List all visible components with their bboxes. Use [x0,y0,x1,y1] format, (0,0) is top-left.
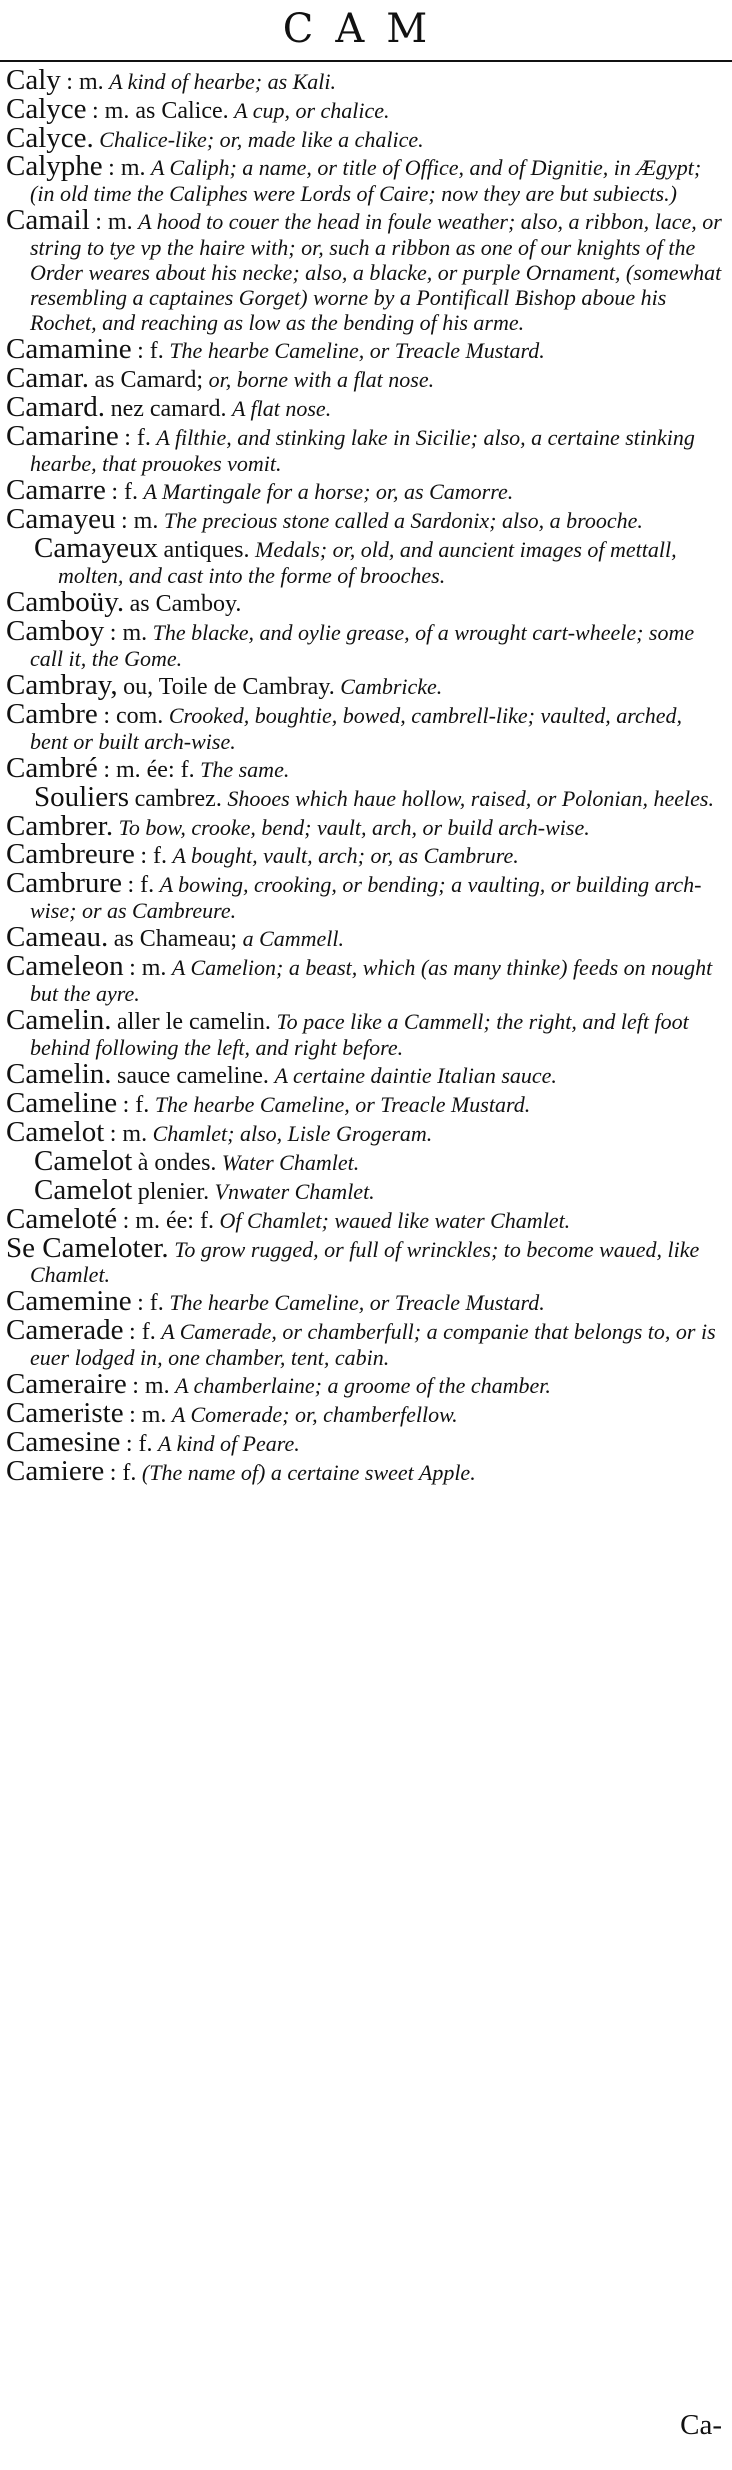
headword: Camarre [6,474,106,506]
definition: The hearbe Cameline, or Treacle Mustard. [154,1092,531,1117]
definition: A Comerade; or, chamberfellow. [171,1402,458,1427]
grammar-note: : com. [103,703,164,729]
definition: A Martingale for a horse; or, as Camorre. [143,479,514,504]
grammar-note: : m. [132,1373,170,1399]
headword: Camerade [6,1314,124,1346]
grammar-note: cambrez. [134,786,222,812]
headword: Camayeux [34,532,159,564]
dictionary-entry [6,122,722,154]
grammar-note: : m. as Calice. [92,98,229,124]
headword: Se Cameloter. [6,1232,169,1264]
dictionary-entry [6,810,722,842]
grammar-note: : m. [109,620,148,646]
grammar-note: : m. [109,1121,148,1147]
headword: Cameau. [6,921,109,953]
grammar-note: : f. [109,1460,137,1486]
definition: Chalice-like; or, made like a chalice. [99,127,424,152]
definition: To pace like a Cammell; the right, and left foot behind following the left, and right before. [30,1009,689,1060]
sub-entry [6,1174,722,1206]
grammar-note: sauce cameline. [117,1063,269,1089]
definition: Shooes which haue hollow, raised, or Polonian, heeles. [227,786,714,811]
grammar-note: as Camard; [94,367,204,393]
dictionary-entry [6,867,722,923]
definition: A kind of hearbe; as Kali. [109,69,337,94]
grammar-note: : f. [122,1092,150,1118]
grammar-note: : m. [66,69,104,95]
dictionary-entry [6,391,722,423]
headword: Cameraire [6,1368,127,1400]
headword: Calyphe [6,150,103,182]
dictionary-entry [6,921,722,953]
definition: The hearbe Cameline, or Treacle Mustard. [169,338,545,363]
dictionary-entry [6,503,722,535]
headword: Souliers [34,781,130,813]
definition: Crooked, boughtie, bowed, cambrell-like; vaulted, arched, bent or built arch-wise. [30,703,683,754]
grammar-note: : m. ée: f. [103,757,195,783]
definition: A hood to couer the head in foule weather; also, a ribbon, lace, or string to tye vp the haire with; or, such a ribbon as one of our knights of the Order weares about his necke; also, a blacke, or purple Ornament, (somewhat resembling a captaines Gorget) worne by a Pontificall Bishop aboue his Rochet, and reaching as low as the bending of his arme. [30,209,722,335]
grammar-note: : f. [111,479,139,505]
definition: A bowing, crooking, or bending; a vaulting, or building arch-wise; or as Cambreure. [30,872,702,923]
headword: Cambray, [6,669,118,701]
dictionary-entry [6,420,722,476]
headword: Camail [6,204,90,236]
sub-entry [6,532,722,588]
definition: The hearbe Cameline, or Treacle Mustard. [169,1290,545,1315]
definition: The blacke, and oylie grease, of a wrought cart-wheele; some call it, the Gome. [30,620,695,671]
running-head: CAM [282,6,450,52]
headword: Camelot [34,1174,133,1206]
headword: Camelot [6,1116,105,1148]
dictionary-entry [6,1004,722,1060]
definition: A cup, or chalice. [234,98,390,123]
dictionary-entry [6,1116,722,1148]
entries-list [6,64,722,1488]
grammar-note: : f. [129,1319,156,1345]
definition: or, borne with a flat nose. [208,367,435,392]
dictionary-entry [6,1368,722,1400]
grammar-note: : m. [129,1402,167,1428]
definition: (The name of) a certaine sweet Apple. [141,1460,476,1485]
dictionary-entry [6,333,722,365]
dictionary-entry [6,1426,722,1458]
definition: A kind of Peare. [158,1431,300,1456]
headword: Cameriste [6,1397,124,1429]
dictionary-entry [6,1314,722,1370]
dictionary-entry [6,752,722,784]
header-rule [0,60,732,62]
definition: Chamlet; also, Lisle Grogeram. [152,1121,433,1146]
dictionary-entry [6,362,722,394]
dictionary-entry [6,93,722,125]
headword: Cambré [6,752,98,784]
dictionary-entry [6,669,722,701]
dictionary-entry [6,150,722,206]
dictionary-entry [6,838,722,870]
headword: Cambre [6,698,98,730]
headword: Cameleon [6,950,124,982]
headword: Camboy [6,615,105,647]
headword: Camayeu [6,503,116,535]
grammar-note: nez camard. [110,396,227,422]
definition: A certaine daintie Italian sauce. [274,1063,557,1088]
grammar-note: : f. [125,1431,153,1457]
definition: Of Chamlet; waued like water Chamlet. [219,1208,571,1233]
dictionary-entry [6,615,722,671]
headword: Camelin. [6,1004,112,1036]
definition: A Camelion; a beast, which (as many thinke) feeds on nought but the ayre. [30,955,713,1006]
dictionary-entry [6,950,722,1006]
headword: Cameline [6,1087,118,1119]
headword: Camiere [6,1455,105,1487]
headword: Camelin. [6,1058,112,1090]
definition: Vnwater Chamlet. [214,1179,375,1204]
headword: Camamine [6,333,132,365]
definition: A flat nose. [231,396,332,421]
headword: Cambrure [6,867,122,899]
definition: A Camerade, or chamberfull; a companie that belongs to, or is euer lodged in, one chamber, tent, cabin. [30,1319,716,1370]
definition: Medals; or, old, and auncient images of mettall, molten, and cast into the forme of brooches. [58,537,677,588]
definition: To grow rugged, or full of wrinckles; to become waued, like Chamlet. [30,1237,700,1287]
headword: Camard. [6,391,106,423]
grammar-note: : f. [127,872,155,898]
headword: Calyce [6,93,87,125]
grammar-note: : m. [121,508,159,534]
grammar-note: ou, Toile de Cambray. [123,674,335,700]
dictionary-entry [6,1232,722,1287]
definition: The same. [200,757,290,782]
definition: A chamberlaine; a groome of the chamber. [175,1373,551,1398]
grammar-note: : f. [140,843,168,869]
grammar-note: : m. [95,209,133,235]
dictionary-entry [6,64,722,96]
headword: Camar. [6,362,89,394]
headword: Camelot [34,1145,133,1177]
dictionary-entry [6,1058,722,1090]
headword: Camarine [6,420,119,452]
grammar-note: aller le camelin. [117,1009,271,1035]
catchword: Ca- [680,2409,722,2441]
grammar-note: antiques. [163,537,250,563]
dictionary-entry [6,204,722,335]
headword: Cambrer. [6,810,114,842]
sub-entry [6,1145,722,1177]
definition: A Caliph; a name, or title of Office, and of Dignitie, in Ægypt; (in old time the Caliphes were Lords of Caire; now they are but subiects.) [30,155,702,206]
headword: Caly [6,64,61,96]
definition: To bow, crooke, bend; vault, arch, or build arch-wise. [118,815,590,840]
grammar-note: : m. [129,955,167,981]
dictionary-entry [6,698,722,754]
grammar-note: : f. [137,338,164,364]
definition: A filthie, and stinking lake in Sicilie; also, a certaine stinking hearbe, that prouokes vomit. [30,425,695,476]
headword: Camemine [6,1285,132,1317]
definition: Cambricke. [340,674,443,699]
definition: A bought, vault, arch; or, as Cambrure. [172,843,519,868]
grammar-note: as Camboy. [129,591,242,617]
grammar-note: : f. [137,1290,164,1316]
grammar-note: : f. [124,425,151,451]
grammar-note: : m. [108,155,146,181]
sub-entry [6,781,722,813]
headword: Camboüy. [6,586,125,618]
dictionary-entry [6,1397,722,1429]
headword: Cameloté [6,1203,118,1235]
headword: Camesine [6,1426,121,1458]
grammar-note: plenier. [137,1179,210,1205]
dictionary-entry [6,1455,722,1487]
headword: Calyce. [6,122,94,154]
definition: Water Chamlet. [221,1150,360,1175]
dictionary-entry [6,1087,722,1119]
dictionary-entry [6,1203,722,1235]
dictionary-entry [6,474,722,506]
definition: The precious stone called a Sardonix; also, a brooche. [163,508,643,533]
dictionary-entry [6,1285,722,1317]
grammar-note: as Chameau; [113,926,238,952]
page-header [0,0,732,58]
dictionary-entry [6,586,722,618]
definition: a Cammell. [242,926,345,951]
grammar-note: : m. ée: f. [122,1208,214,1234]
headword: Cambreure [6,838,135,870]
grammar-note: à ondes. [137,1150,217,1176]
